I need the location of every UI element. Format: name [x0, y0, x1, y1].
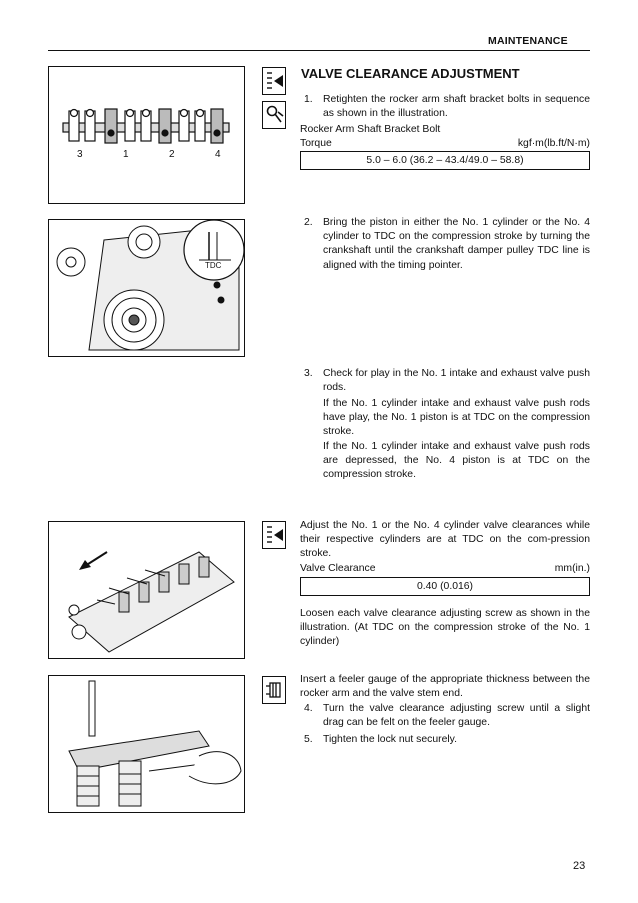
- step-number: 3.: [304, 368, 313, 379]
- step-number: 2.: [304, 217, 313, 228]
- page-number: 23: [573, 860, 586, 872]
- bolt-order-label: 4: [215, 149, 221, 160]
- step-3: [304, 367, 590, 397]
- step-text: Tighten the lock nut securely.: [323, 734, 457, 745]
- spec-icon: [262, 67, 286, 95]
- step-3-note-1: If the No. 1 cylinder intake and exhaust valve push rods have play, the No. 1 piston is at TDC on the compression stroke.: [323, 398, 590, 438]
- torque-heading: Rocker Arm Shaft Bracket Bolt: [300, 124, 441, 135]
- tdc-inset: [184, 220, 244, 280]
- step-number: 1.: [304, 94, 313, 105]
- bolt-order-label: 1: [123, 149, 129, 160]
- adjust-text: Adjust the No. 1 or the No. 4 cylinder valve clearances while their respective cylinders are at TDC on the com-pression stroke.: [300, 520, 590, 560]
- gauge-tool-icon: [262, 676, 286, 704]
- step-1: [304, 93, 590, 123]
- torque-unit: kgf·m(lb.ft/N·m): [517, 138, 590, 149]
- rocker-shaft-figure: [48, 66, 245, 204]
- step-number: 4.: [304, 703, 313, 714]
- insert-text: Insert a feeler gauge of the appropriate thickness between the rocker arm and the valve stem end.: [300, 674, 590, 700]
- clearance-row: [300, 563, 590, 577]
- step-5: [304, 733, 590, 748]
- clearance-label: Valve Clearance: [300, 563, 376, 574]
- valve-adjust-figure: [48, 521, 245, 659]
- wrench-icon: [262, 101, 286, 129]
- section-title: VALVE CLEARANCE ADJUSTMENT: [301, 66, 520, 81]
- loosen-text: Loosen each valve clearance adjusting screw as shown in the illustration. (At TDC on the compression stroke of the No. 1 cylinder): [300, 608, 590, 648]
- rocker-arms: [69, 109, 223, 143]
- torque-value: 5.0 – 6.0 (36.2 – 43.4/49.0 – 58.8): [300, 151, 590, 170]
- clearance-unit: mm(in.): [554, 563, 590, 574]
- clearance-value: 0.40 (0.016): [300, 577, 590, 596]
- section-header: MAINTENANCE: [488, 35, 568, 47]
- pulley-figure: [48, 219, 245, 357]
- step-text: Bring the piston in either the No. 1 cylinder or the No. 4 cylinder to TDC on the compression stroke by turning the crankshaft until the crankshaft damper pulley TDC line is aligned with the timing pointer.: [323, 217, 590, 271]
- header-rule: [48, 50, 590, 51]
- step-2: [304, 216, 590, 276]
- bolt-order-label: 2: [169, 149, 175, 160]
- feeler-gauge-figure: [48, 675, 245, 813]
- step-text: Check for play in the No. 1 intake and exhaust valve push rods.: [323, 368, 590, 394]
- torque-label: Torque: [300, 138, 332, 149]
- step-number: 5.: [304, 734, 313, 745]
- bolt-order-label: 3: [77, 149, 83, 160]
- torque-row: [300, 138, 590, 152]
- step-text: Retighten the rocker arm shaft bracket bolts in sequence as shown in the illustration.: [323, 94, 590, 120]
- step-text: Turn the valve clearance adjusting screw until a slight drag can be felt on the feeler gauge.: [323, 703, 590, 729]
- tdc-label: TDC: [205, 261, 222, 270]
- step-3-note-2: If the No. 1 cylinder intake and exhaust valve push rods are depressed, the No. 4 piston is at TDC on the compression stroke.: [323, 441, 590, 481]
- spec-icon: [262, 521, 286, 549]
- step-4: [304, 702, 590, 732]
